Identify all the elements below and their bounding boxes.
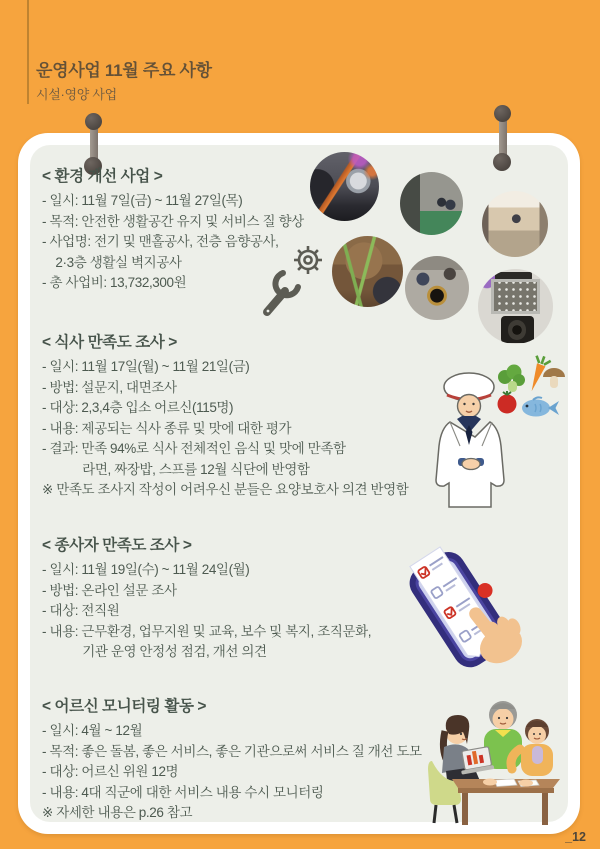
- stage-electrical-work-photo: [310, 152, 379, 221]
- fish-icon: [522, 397, 559, 416]
- section-line: - 방법: 설문지, 대면조사: [42, 379, 177, 395]
- decorative-left-rule: [27, 0, 29, 104]
- manhole-cable-work-photo: [332, 236, 403, 307]
- section-line: - 총 사업비: 13,732,300원: [42, 275, 187, 290]
- phone-survey-illustration: [397, 541, 535, 679]
- monitoring-meeting-illustration: [424, 691, 566, 829]
- food-icons: [491, 355, 569, 421]
- section-line: 2·3층 생활실 벽지공사: [42, 254, 182, 270]
- page-title: 운영사업 11월 주요 사항: [36, 61, 212, 80]
- section-line: - 사업명: 전기 및 맨홀공사, 전층 음향공사,: [42, 234, 279, 249]
- section-meal-satisfaction: [42, 330, 408, 501]
- section-line: - 방법: 온라인 설문 조사: [42, 582, 177, 598]
- mushroom-icon: [543, 368, 565, 388]
- manhole-repair-photo: [405, 256, 469, 320]
- mixer-rack: [491, 279, 541, 314]
- hallway-wallpaper-work-photo: [482, 191, 548, 257]
- pin-knob: [494, 105, 511, 122]
- section-staff-satisfaction: [42, 533, 371, 663]
- page-number: _12: [565, 830, 586, 844]
- section-heading: < 식사 만족도 조사 >: [42, 334, 177, 351]
- section-line: - 내용: 제공되는 식사 종류 및 맛에 대한 평가: [42, 420, 292, 436]
- section-heading: < 환경 개선 사업 >: [42, 168, 163, 185]
- section-line: - 내용: 근무환경, 업무지원 및 교육, 보수 및 복지, 조직문화,: [42, 623, 372, 639]
- broccoli-icon: [498, 365, 525, 393]
- section-line: ※ 만족도 조사지 작성이 어려우신 분들은 요양보호사 의견 반영함: [42, 482, 409, 497]
- pin-knob: [85, 113, 102, 130]
- section-line: - 대상: 2,3,4층 입소 어르신(115명): [42, 400, 234, 415]
- section-line: ※ 자세한 내용은 p.26 참고: [42, 805, 193, 820]
- woofer: [508, 320, 526, 339]
- section-line: 기관 운영 안정성 점검, 개선 의견: [42, 644, 267, 659]
- tomato-icon: [498, 391, 517, 414]
- section-line: - 대상: 어르신 위원 12명: [42, 764, 179, 779]
- section-line: - 목적: 안전한 생활공간 유지 및 서비스 질 향상: [42, 213, 304, 229]
- section-heading: < 어르신 모니터링 활동 >: [42, 698, 207, 715]
- section-line: 라면, 짜장밥, 스프를 12월 식단에 반영함: [42, 461, 310, 477]
- section-line: - 일시: 11월 17일(월) ~ 11월 21일(금): [42, 359, 250, 374]
- audio-mixer-equipment-photo: [478, 269, 553, 344]
- section-heading: < 종사자 만족도 조사 >: [42, 537, 192, 554]
- section-line: - 결과: 만족 94%로 식사 전체적인 음식 및 맛에 만족함: [42, 441, 346, 456]
- wrench-gear-icon: [254, 236, 336, 326]
- section-line: - 내용: 4대 직군에 대한 서비스 내용 수시 모니터링: [42, 784, 324, 800]
- section-line: - 일시: 11월 19일(수) ~ 11월 24일(월): [42, 562, 250, 577]
- electrical-panel-inspection-photo: [400, 172, 463, 235]
- section-line: - 대상: 전직원: [42, 603, 120, 618]
- section-line: - 목적: 좋은 돌봄, 좋은 서비스, 좋은 기관으로써 서비스 질 개선 도모: [42, 743, 422, 759]
- section-line: - 일시: 11월 7일(금) ~ 11월 27일(목): [42, 193, 243, 208]
- page-subtitle: 시설·영양 사업: [36, 87, 117, 102]
- speaker: [501, 316, 534, 343]
- pin-knob: [493, 153, 511, 171]
- section-elder-monitoring: [42, 694, 422, 824]
- section-line: - 일시: 4월 ~ 12월: [42, 723, 143, 738]
